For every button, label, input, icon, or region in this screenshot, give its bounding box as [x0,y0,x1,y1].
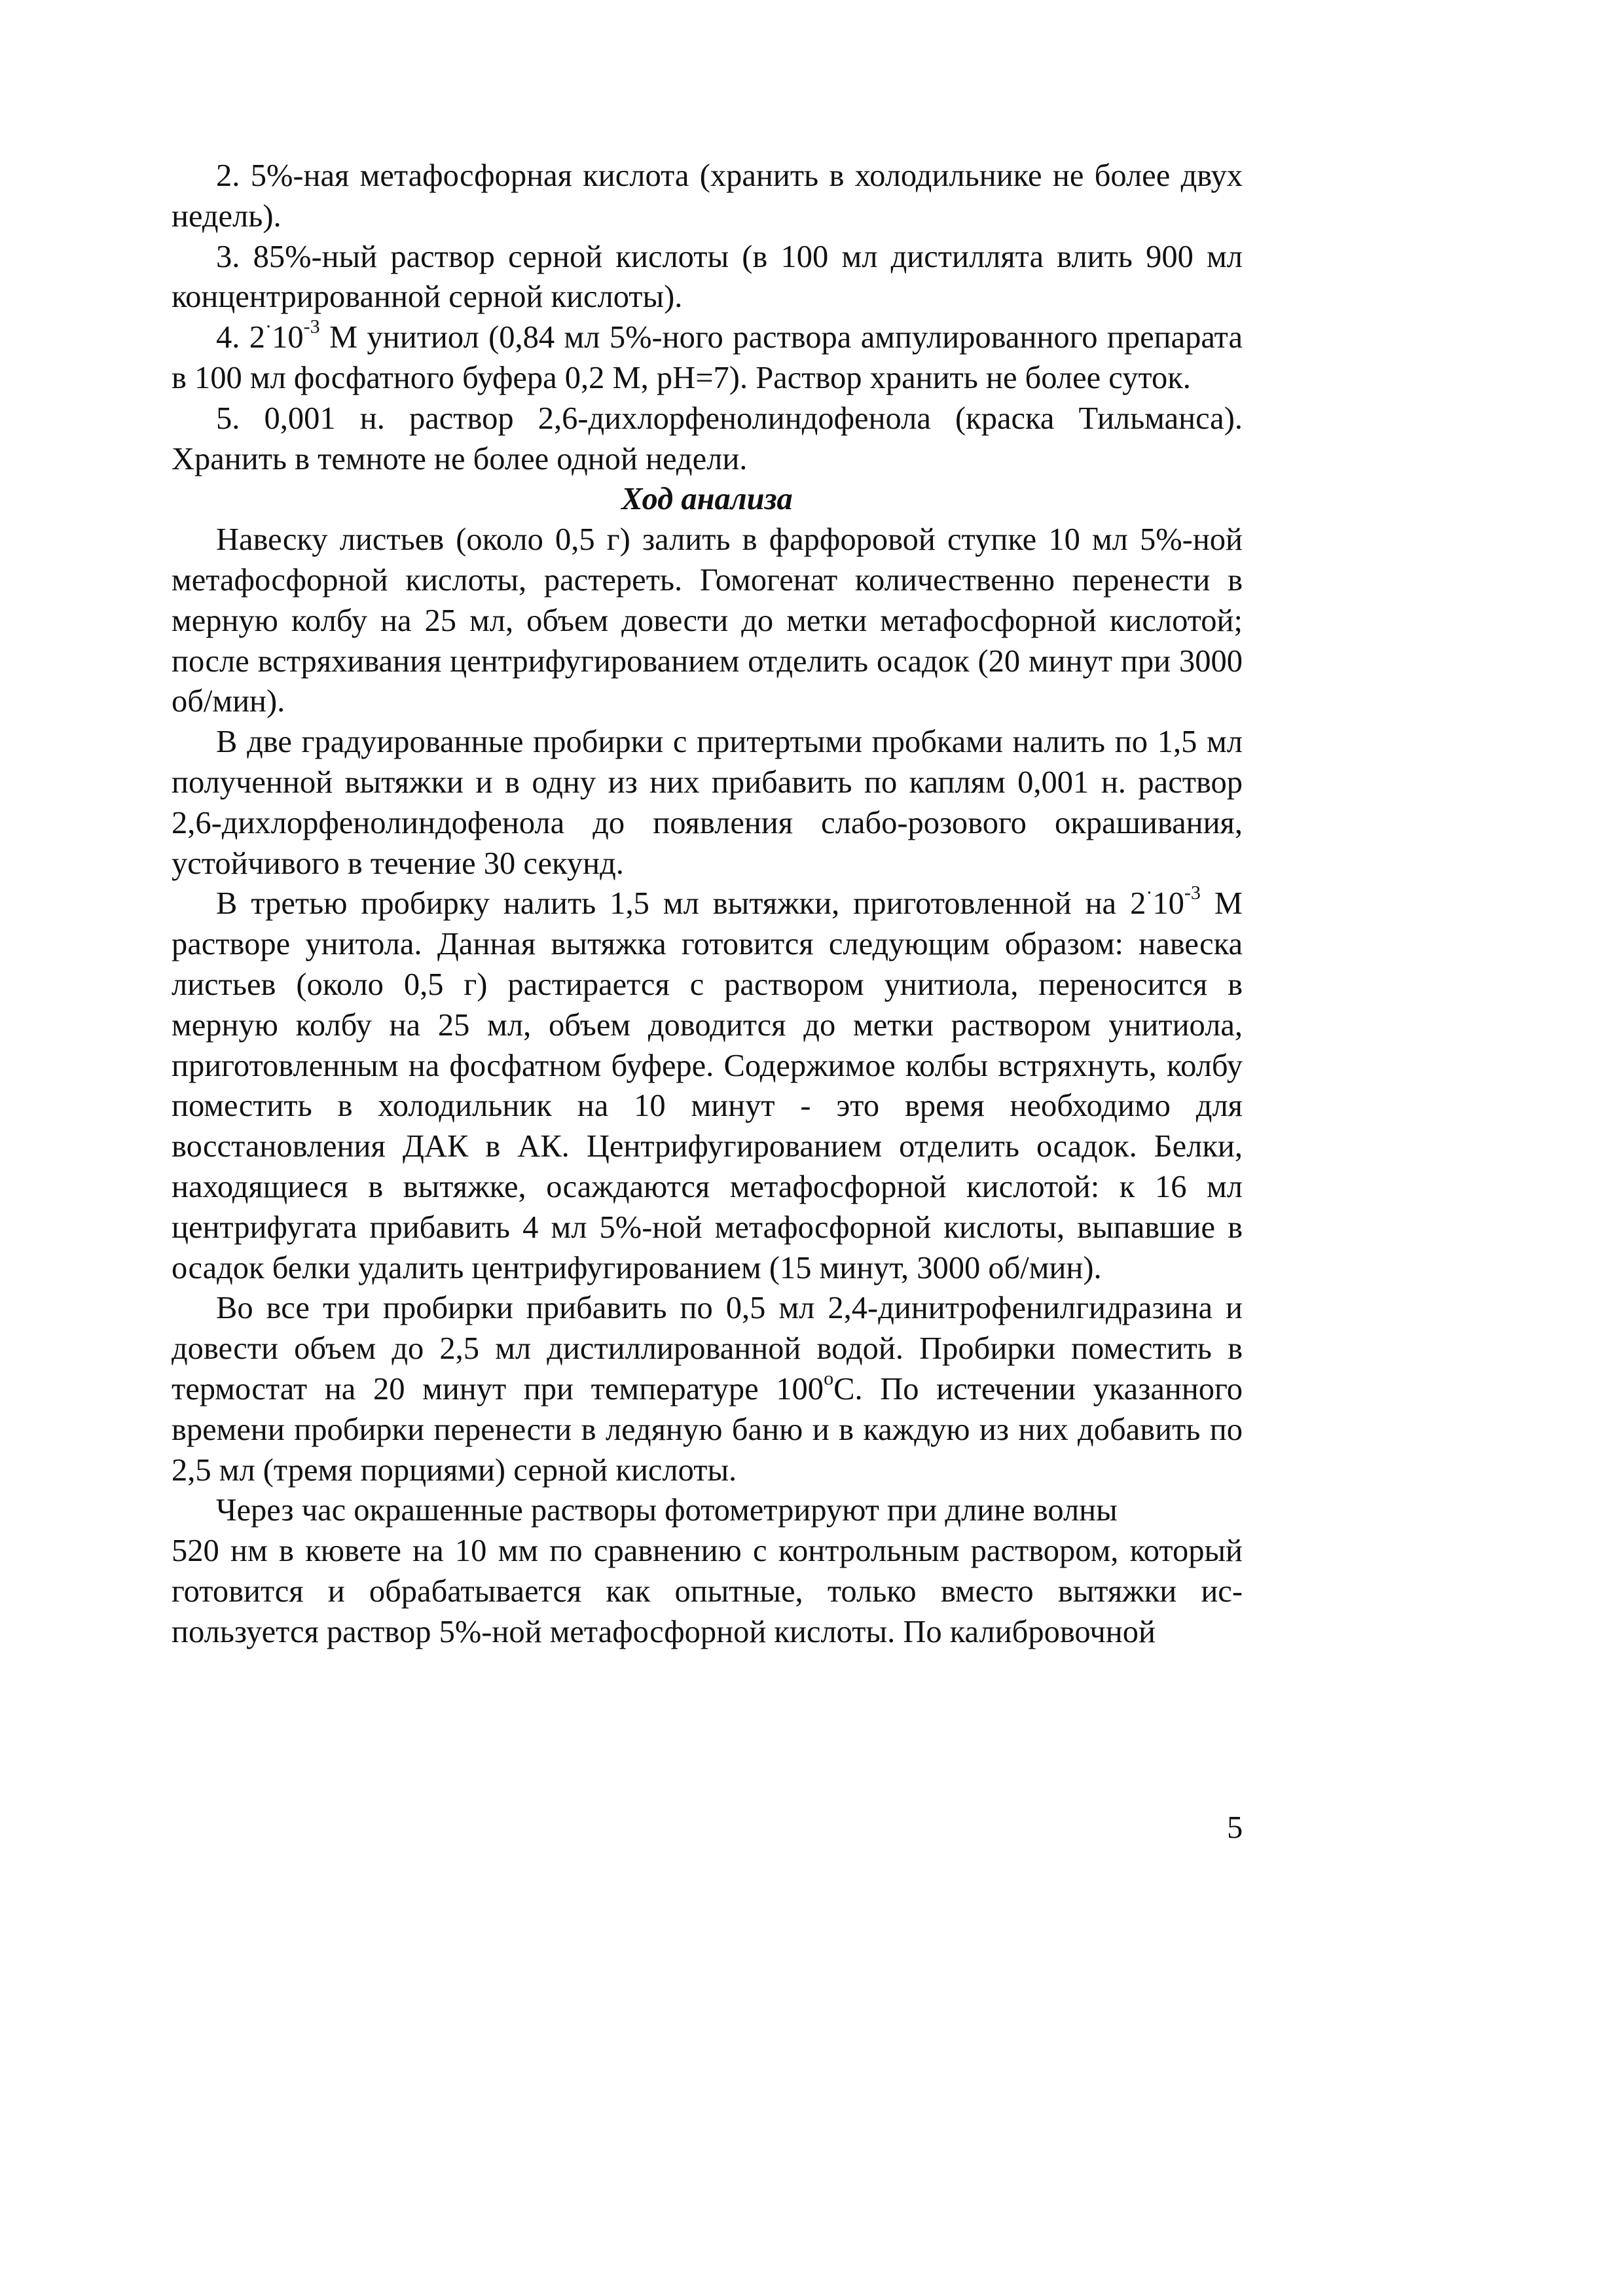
multiplication-dot: · [1146,881,1153,904]
paragraph-5 [172,1490,1243,1652]
section-heading: Ход анализа [621,482,793,517]
list-item-5: 5. 0,001 н. раствор 2,6-дихлорфенолиндофенола (краска Тильманса). Хранить в темноте не более одной недели. [172,401,1243,476]
paragraph-2: В две градуированные пробирки с притертыми пробками налить по 1,5 мл полученной вытяжки и в одну из них прибавить по каплям 0,001 н. раствор 2,6-дихлорфенолиндофенола до появления слабо-розового окрашивания, устойчивого в течение 30 секунд. [172,725,1243,881]
paragraph-5-first-line: Через час окрашенные растворы фотометрируют при длине волны [216,1493,1118,1528]
list-item-4: 4. $2^\cdot 10^{-3}$ М унитиол (0,84 мл 5%-ного раствора ампулированного препарата в 100 мл фосфатного буфера 0,2 М, рН=7). Раствор хранить не более суток. [172,315,1243,395]
page-number: 5 [1227,1810,1243,1845]
degree-sign: o [824,1367,834,1390]
paragraph-1: Навеску листьев (около 0,5 г) залить в фарфоровой ступке 10 мл 5%-ной метафосфорной кислоты, растереть. Гомогенат количественно перенести в мерную колбу на 25 мл, объем довести до метки метафосфорной кислотой; после встряхивания центрифугированием отделить осадок (20 минут при 3000 об/мин). [172,522,1243,719]
exponent: -3 [303,315,320,338]
paragraph-3: В третью пробирку налить 1,5 мл вытяжки, приготовленной на $2^\cdot 10^{-3}$ М растворе унитола. Данная вытяжка готовится следующим образом: навеска листьев (около 0,5 г) растирается с раствором унитиола, переносится в мерную колбу на 25 мл, объем доводится до метки раствором унитиола, приготовленным на фосфатном буфере. Содержимое колбы встряхнуть, колбу поместить в холодильник на 10 минут - это время необходимо для восстановления ДАК в АК. Центрифугированием отделить осадок. Белки, находящиеся в вытяжке, осаждаются метафосфорной кислотой: к 16 мл центрифугата прибавить 4 мл 5%-ной метафосфорной кислоты, выпавшие в осадок белки удалить центрифугированием (15 минут, 3000 об/мин). [172,881,1243,1285]
exponent: -3 [1184,881,1201,904]
multiplication-dot: · [265,315,272,338]
paragraph-5-rest: 520 нм в кювете на 10 мм по сравнению с контрольным раствором, который готовится и обрабатывается как опытные, только вместо вытяжки используется раствор 5%-ной метафосфорной кислоты. По калибровочной [172,1534,1243,1649]
list-item-3: 3. 85%-ный раствор серной кислоты (в 100 мл дистиллята влить 900 мл концентрированной серной кислоты). [172,239,1243,315]
paragraph-4: Во все три пробирки прибавить по 0,5 мл 2,4-динитрофенилгидразина и довести объем до 2,5 мл дистиллированной водой. Пробирки поместить в термостат на 20 минут при температуре 100$^o$С. По истечении указанного времени пробирки перенести в ледяную баню и в каждую из них добавить по 2,5 мл (тремя порциями) серной кислоты. [172,1291,1243,1488]
page-text [172,156,1243,1652]
list-item-2: 2. 5%-ная метафосфорная кислота (хранить в холодильнике не более двух недель). [172,158,1243,234]
